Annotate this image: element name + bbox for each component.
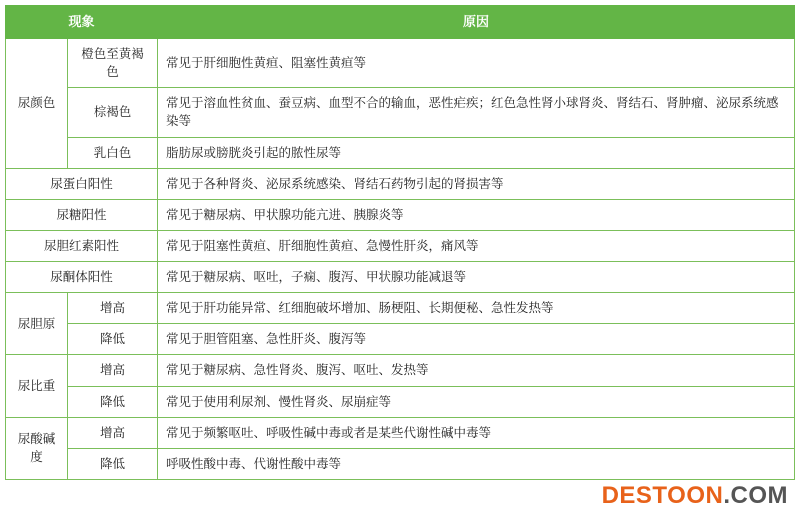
cause-cell: 常见于使用利尿剂、慢性肾炎、尿崩症等 (158, 386, 795, 417)
cause-cell: 常见于胆管阻塞、急性肝炎、腹泻等 (158, 324, 795, 355)
table-row (6, 137, 795, 168)
subcategory-cell: 增高 (68, 355, 158, 386)
cause-cell: 脂肪尿或膀胱炎引起的脓性尿等 (158, 137, 795, 168)
category-cell: 尿胆红素阳性 (6, 230, 158, 261)
cause-cell: 常见于糖尿病、急性肾炎、腹泻、呕吐、发热等 (158, 355, 795, 386)
category-cell: 尿颜色 (6, 39, 68, 169)
cause-cell: 常见于阻塞性黄疸、肝细胞性黄疸、急慢性肝炎，痛风等 (158, 230, 795, 261)
subcategory-cell: 降低 (68, 386, 158, 417)
cause-cell: 呼吸性酸中毒、代谢性酸中毒等 (158, 448, 795, 479)
watermark-brand: DESTOON (601, 482, 724, 509)
watermark (602, 482, 788, 510)
subcategory-cell: 降低 (68, 448, 158, 479)
category-cell: 尿糖阳性 (6, 199, 158, 230)
cause-cell: 常见于糖尿病、甲状腺功能亢进、胰腺炎等 (158, 199, 795, 230)
table-header (6, 6, 795, 39)
subcategory-cell: 增高 (68, 293, 158, 324)
cause-cell: 常见于糖尿病、呕吐，子痫、腹泻、甲状腺功能减退等 (158, 262, 795, 293)
cause-cell: 常见于频繁呕吐、呼吸性碱中毒或者是某些代谢性碱中毒等 (158, 417, 795, 448)
subcategory-cell: 降低 (68, 324, 158, 355)
watermark-domain-suffix: .COM (723, 482, 788, 509)
table-row (6, 293, 795, 324)
table-row (6, 448, 795, 479)
cause-cell: 常见于肝功能异常、红细胞破坏增加、肠梗阻、长期便秘、急性发热等 (158, 293, 795, 324)
category-cell: 尿蛋白阳性 (6, 168, 158, 199)
subcategory-cell: 橙色至黄褐色 (68, 39, 158, 88)
table-row (6, 324, 795, 355)
subcategory-cell: 棕褐色 (68, 88, 158, 137)
table-row (6, 39, 795, 88)
subcategory-cell: 增高 (68, 417, 158, 448)
cause-cell: 常见于溶血性贫血、蚕豆病、血型不合的输血，恶性疟疾；红色急性肾小球肾炎、肾结石、肾肿瘤、泌尿系统感染等 (158, 88, 795, 137)
table-row (6, 262, 795, 293)
table-header-row (6, 6, 795, 39)
cause-cell: 常见于肝细胞性黄疸、阻塞性黄疸等 (158, 39, 795, 88)
table-row (6, 417, 795, 448)
category-cell: 尿比重 (6, 355, 68, 417)
column-header-phenomenon: 现象 (6, 6, 158, 39)
category-cell: 尿酸碱度 (6, 417, 68, 479)
category-cell: 尿胆原 (6, 293, 68, 355)
urine-analysis-table (5, 5, 795, 480)
table-row (6, 88, 795, 137)
table-row (6, 230, 795, 261)
category-cell: 尿酮体阳性 (6, 262, 158, 293)
cause-cell: 常见于各种肾炎、泌尿系统感染、肾结石药物引起的肾损害等 (158, 168, 795, 199)
column-header-cause: 原因 (158, 6, 795, 39)
urine-analysis-table-container (5, 5, 795, 480)
table-row (6, 386, 795, 417)
table-row (6, 168, 795, 199)
table-row (6, 355, 795, 386)
subcategory-cell: 乳白色 (68, 137, 158, 168)
table-body (6, 39, 795, 480)
table-row (6, 199, 795, 230)
